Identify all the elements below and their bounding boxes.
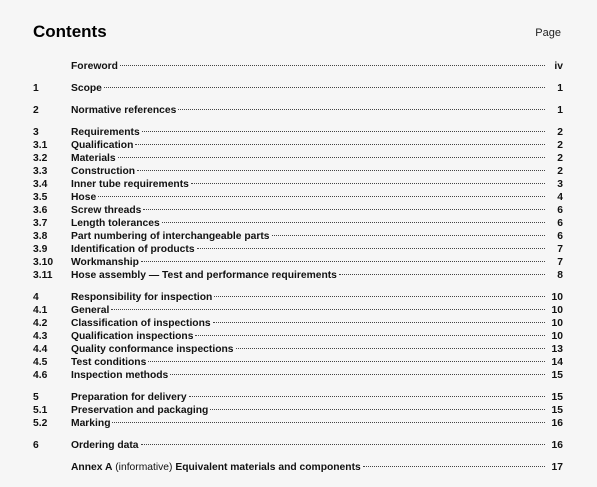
toc-entry[interactable] [33,439,563,452]
entry-number: 4.2 [33,318,48,329]
entry-title[interactable]: Qualification inspections [71,331,194,342]
entry-title[interactable]: Marking [71,418,111,429]
entry-label-wrap [71,304,547,317]
dot-leader [104,87,545,88]
entry-number: 3.5 [33,192,48,203]
entry-label-wrap [71,82,547,95]
entry-label-wrap [71,269,547,282]
entry-number: 6 [33,440,39,451]
entry-title[interactable]: Length tolerances [71,218,160,229]
toc-entry[interactable] [33,317,563,330]
dot-leader [363,466,545,467]
entry-title[interactable]: Screw threads [71,205,142,216]
toc-entry[interactable] [33,304,563,317]
dot-leader [210,409,545,410]
toc-entry[interactable] [33,369,563,382]
entry-label-wrap [71,165,547,178]
toc-entry[interactable] [33,461,563,474]
group-gap [33,382,563,391]
group-gap [33,73,563,82]
entry-page-number: iv [554,61,563,72]
entry-page-number: 1 [557,83,563,94]
entry-label-wrap [71,317,547,330]
entry-title[interactable]: Preparation for delivery [71,392,187,403]
toc-entry[interactable] [33,191,563,204]
toc-entry[interactable] [33,152,563,165]
entry-number: 3.3 [33,166,48,177]
dot-leader [120,65,545,66]
entry-title[interactable]: Preservation and packaging [71,405,209,416]
entry-label-wrap [71,369,547,382]
dot-leader [339,274,545,275]
toc-entry[interactable] [33,126,563,139]
entry-number: 3.8 [33,231,48,242]
entry-title[interactable]: Responsibility for inspection [71,292,213,303]
entry-page-number: 17 [551,462,563,473]
entry-number: 3.4 [33,179,48,190]
entry-title[interactable]: Workmanship [71,257,139,268]
page-column-label: Page [535,27,561,39]
dot-leader [189,396,545,397]
entry-label-wrap [71,139,547,152]
entry-title[interactable]: Hose [71,192,97,203]
dot-leader [170,374,545,375]
entry-number: 4.1 [33,305,48,316]
dot-leader [191,183,545,184]
entry-label-wrap [71,404,547,417]
entry-page-number: 4 [557,192,563,203]
dot-leader [141,261,545,262]
table-of-contents [33,60,563,474]
toc-entry[interactable] [33,356,563,369]
entry-title[interactable]: Ordering data [71,440,139,451]
entry-number: 3 [33,127,39,138]
entry-title-note: (informative) [112,462,176,473]
entry-title[interactable]: Hose assembly — Test and performance requirements [71,270,337,281]
entry-title[interactable]: Identification of products [71,244,195,255]
entry-number: 3.1 [33,140,48,151]
entry-page-number: 2 [557,166,563,177]
toc-entry[interactable] [33,269,563,282]
entry-title[interactable]: Construction [71,166,136,177]
entry-number: 3.11 [33,270,53,281]
entry-label-wrap [71,178,547,191]
entry-title[interactable]: Foreword [71,61,118,72]
entry-page-number: 16 [551,440,563,451]
entry-label-wrap [71,204,547,217]
entry-label-wrap [71,356,547,369]
entry-page-number: 14 [551,357,563,368]
dot-leader [98,196,545,197]
entry-page-number: 10 [551,292,563,303]
entry-number: 4.3 [33,331,48,342]
dot-leader [142,131,545,132]
entry-number: 3.6 [33,205,48,216]
toc-entry[interactable] [33,404,563,417]
toc-entry[interactable] [33,391,563,404]
dot-leader [143,209,545,210]
entry-label-wrap [71,104,547,117]
entry-page-number: 10 [551,305,563,316]
toc-entry[interactable] [33,291,563,304]
entry-label-wrap [71,439,547,452]
entry-number: 1 [33,83,39,94]
toc-entry[interactable] [33,243,563,256]
entry-page-number: 2 [557,153,563,164]
toc-entry[interactable] [33,256,563,269]
entry-page-number: 6 [557,205,563,216]
entry-page-number: 3 [557,179,563,190]
toc-entry[interactable] [33,230,563,243]
page-title: Contents [33,22,107,41]
dot-leader [148,361,545,362]
group-gap [33,282,563,291]
entry-page-number: 10 [551,318,563,329]
toc-entry[interactable] [33,60,563,73]
entry-page-number: 7 [557,257,563,268]
entry-title[interactable]: Requirements [71,127,140,138]
entry-label-wrap [71,230,547,243]
toc-entry[interactable] [33,217,563,230]
entry-number: 5 [33,392,39,403]
entry-number: 4.6 [33,370,48,381]
entry-title[interactable]: Qualification [71,140,134,151]
entry-page-number: 16 [551,418,563,429]
entry-label-wrap [71,60,547,73]
entry-label-wrap [71,391,547,404]
toc-entry[interactable] [33,330,563,343]
entry-title[interactable]: Materials [71,153,116,164]
dot-leader [135,144,545,145]
dot-leader [112,422,545,423]
dot-leader [214,296,545,297]
entry-number: 3.2 [33,153,48,164]
dot-leader [137,170,545,171]
entry-label-wrap [71,256,547,269]
entry-title[interactable]: Scope [71,83,102,94]
toc-entry[interactable] [33,82,563,95]
toc-entry[interactable] [33,417,563,430]
entry-page-number: 7 [557,244,563,255]
entry-label-wrap [71,330,547,343]
toc-entry[interactable] [33,343,563,356]
entry-label-wrap [71,461,547,474]
toc-entry[interactable] [33,204,563,217]
entry-label-wrap [71,126,547,139]
entry-page-number: 10 [551,331,563,342]
entry-page-number: 6 [557,231,563,242]
entry-page-number: 2 [557,140,563,151]
entry-title[interactable]: Normative references [71,105,177,116]
dot-leader [272,235,545,236]
entry-number: 5.1 [33,405,48,416]
entry-label-wrap [71,243,547,256]
entry-page-number: 1 [557,105,563,116]
entry-number: 3.7 [33,218,48,229]
dot-leader [195,335,545,336]
entry-number: 5.2 [33,418,48,429]
entry-title[interactable]: Classification of inspections [71,318,211,329]
toc-entry[interactable] [33,139,563,152]
entry-number: 3.9 [33,244,48,255]
entry-label-wrap [71,417,547,430]
entry-title[interactable]: Part numbering of interchangeable parts [71,231,270,242]
entry-number: 4.4 [33,344,48,355]
dot-leader [111,309,545,310]
entry-label-wrap [71,291,547,304]
entry-number: 4 [33,292,39,303]
entry-title[interactable]: Inner tube requirements [71,179,189,190]
entry-title[interactable]: Annex A (informative) Equivalent materials and components [71,462,361,473]
entry-title[interactable]: Quality conformance inspections [71,344,234,355]
entry-number: 3.10 [33,257,54,268]
dot-leader [236,348,546,349]
toc-entry[interactable] [33,165,563,178]
entry-page-number: 15 [551,370,563,381]
dot-leader [118,157,545,158]
toc-entry[interactable] [33,178,563,191]
entry-page-number: 15 [551,405,563,416]
group-gap [33,452,563,461]
entry-number: 4.5 [33,357,48,368]
entry-label-wrap [71,191,547,204]
dot-leader [197,248,545,249]
entry-label-wrap [71,152,547,165]
entry-page-number: 13 [551,344,563,355]
toc-entry[interactable] [33,104,563,117]
entry-title[interactable]: Inspection methods [71,370,169,381]
entry-title[interactable]: Test conditions [71,357,147,368]
entry-label-wrap [71,343,547,356]
group-gap [33,430,563,439]
entry-page-number: 8 [557,270,563,281]
entry-title[interactable]: General [71,305,110,316]
entry-page-number: 2 [557,127,563,138]
group-gap [33,95,563,104]
group-gap [33,117,563,126]
dot-leader [141,444,545,445]
entry-number: 2 [33,105,39,116]
dot-leader [213,322,545,323]
dot-leader [178,109,545,110]
entry-page-number: 6 [557,218,563,229]
entry-label-wrap [71,217,547,230]
entry-page-number: 15 [551,392,563,403]
dot-leader [162,222,545,223]
